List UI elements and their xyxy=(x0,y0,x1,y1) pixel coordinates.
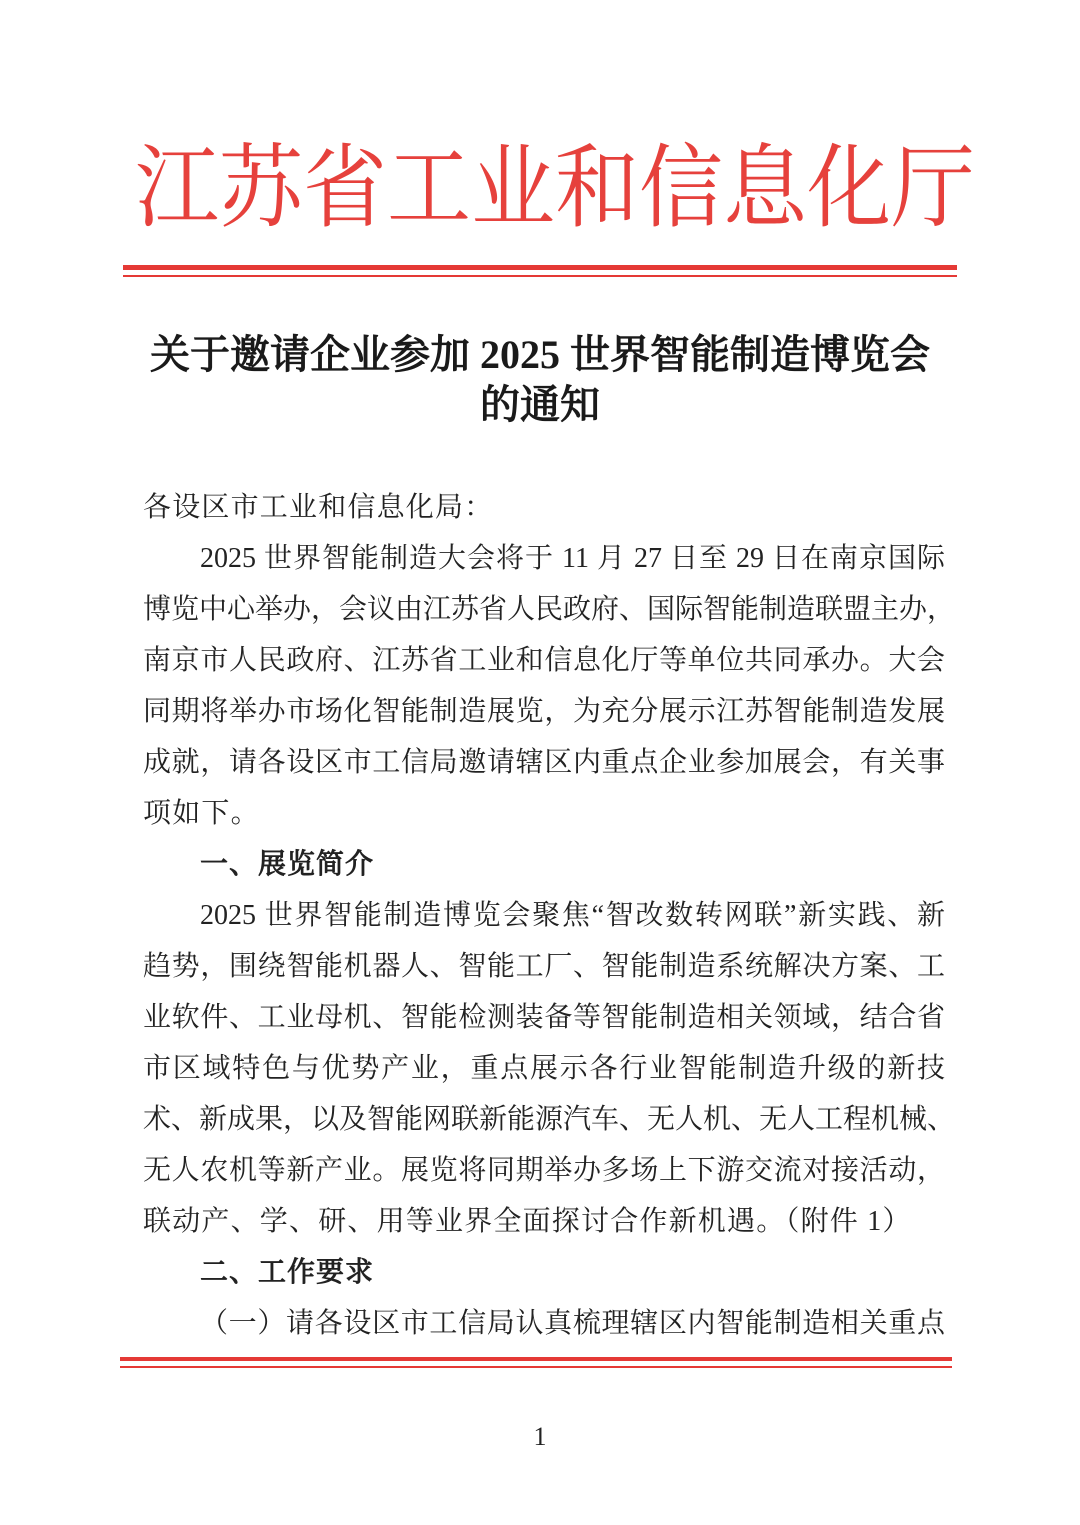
title-line-1: 关于邀请企业参加 2025 世界智能制造博览会 xyxy=(150,332,930,377)
document-title xyxy=(0,330,1080,430)
paragraph-line: 术、新成果，以及智能网联新能源汽车、无人机、无人工程机械、 xyxy=(143,1104,956,1135)
paragraph-line: 博览中心举办，会议由江苏省人民政府、国际智能制造联盟主办， xyxy=(143,594,956,625)
header-rule-thick xyxy=(123,265,957,270)
paragraph-line: 趋势，围绕智能机器人、智能工厂、智能制造系统解决方案、工 xyxy=(143,951,945,982)
page-number: 1 xyxy=(533,1422,547,1451)
paragraph-line: 成就，请各设区市工信局邀请辖区内重点企业参加展会，有关事 xyxy=(143,747,945,778)
salutation: 各设区市工业和信息化局： xyxy=(143,492,494,523)
paragraph-line: 项如下。 xyxy=(143,798,260,829)
footer-rule-thick xyxy=(120,1357,952,1361)
paragraph-line: 2025 世界智能制造博览会聚焦“智改数转网联”新实践、新 xyxy=(200,900,945,931)
paragraph-line: 联动产、学、研、用等业界全面探讨合作新机遇。（附件 1） xyxy=(143,1206,912,1237)
paragraph-line: 同期将举办市场化智能制造展览，为充分展示江苏智能制造发展 xyxy=(143,696,945,727)
paragraph-line: 南京市人民政府、江苏省工业和信息化厅等单位共同承办。大会 xyxy=(143,645,945,676)
document-body xyxy=(143,482,956,1349)
paragraph-line: （一）请各设区市工信局认真梳理辖区内智能制造相关重点 xyxy=(200,1308,945,1339)
section-heading-work-requirements: 二、工作要求 xyxy=(200,1257,375,1288)
issuer-header: 江苏省工业和信息化厅 xyxy=(135,139,976,240)
paragraph-line: 市区域特色与优势产业，重点展示各行业智能制造升级的新技 xyxy=(143,1053,945,1084)
title-line-2: 的通知 xyxy=(480,382,600,427)
header-rule-thin xyxy=(123,275,957,277)
paragraph-line: 业软件、工业母机、智能检测装备等智能制造相关领域，结合省 xyxy=(143,1002,945,1033)
section-heading-exhibition-intro: 一、展览简介 xyxy=(200,849,375,880)
footer-rule-thin xyxy=(120,1366,952,1368)
paragraph-line: 2025 世界智能制造大会将于 11 月 27 日至 29 日在南京国际 xyxy=(200,543,945,574)
paragraph-line: 无人农机等新产业。展览将同期举办多场上下游交流对接活动， xyxy=(143,1155,945,1186)
